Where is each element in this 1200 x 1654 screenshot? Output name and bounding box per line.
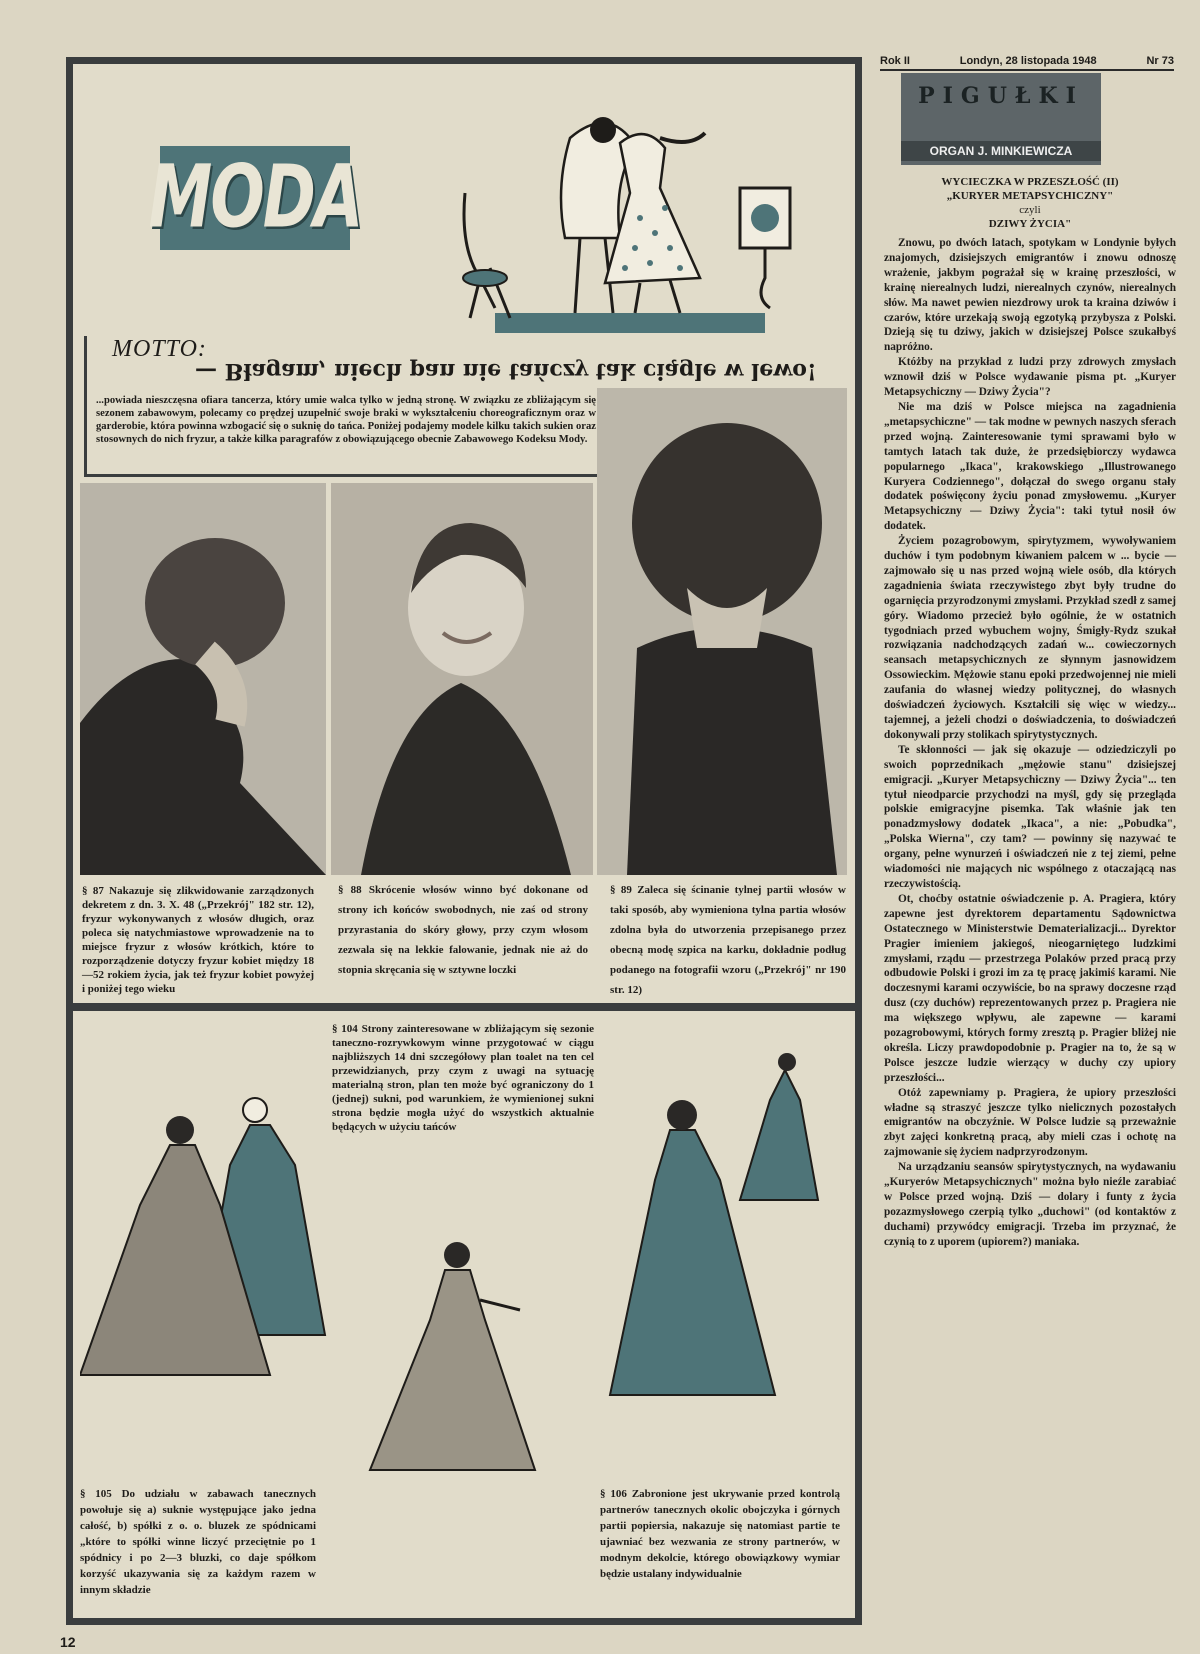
caption-87: § 87 Nakazuje się zlikwidowanie zarządzonych dekretem z dn. 3. X. 48 („Przekrój" 182 str. 12), fryzur wykonywanych z włosów długich, oraz poleca się natychmiastowe wprowadzenie na to miejsce fryzur z włosów krótkich, które to rozporządzenie dotyczy fryzur kobiet między 18—52 rokiem życia, jak też fryzur kobiet powyżej i poniżej tego wieku [82, 885, 314, 995]
article-paragraph: Znowu, po dwóch latach, spotykam w Londynie byłych znajomych, dzisiejszych emigrantów i znowu odnoszę wrażenie, jakbym pograżał się w krainę przeszłości, w krainę nierealnych ludzi, nierealnych czynów, nierealnych słów. Ma nawet pewien niezdrowy urok ta kraina dziwów i czarów, które urzekają swoją egzotyką przybysza z Polski. Dzieją się tu dziwy, jakich w dzisiejszej Polsce szukałbyś napróżno. [884, 237, 1176, 354]
gowns-illustration-center [360, 1230, 560, 1475]
hairstyle-photo-3 [597, 388, 847, 875]
paragraph-104: § 104 Strony zainteresowane w zbliżającym się sezonie taneczno-rozrywkowym winne przygotować w ciągu najbliższych 14 dni szczegółowy plan toalet na ten cel przewidzianych, przy czym z uwagi na sytuację materialną stron, plan ten może być ograniczony do 1 (jednej) sukni, pod warunkiem, że wymienionej sukni strona będzie mogła użyć do wszystkich aktualnie będących w użyciu tańców [332, 1023, 594, 1133]
motto-text: — Błagam, niech pan nie tańczy tak ciągle w lewo! [195, 358, 817, 384]
hairstyle-photo-2 [331, 483, 593, 875]
moda-logo [148, 146, 362, 250]
caption-88: § 88 Skrócenie włosów winno być dokonane od strony ich końców swobodnych, nie zaś od strony przyrastania do skóry głowy, przy czym włosom zezwala się na lekkie falowanie, jednak nie aż do stopnia skręcania się w sztywne loczki [338, 884, 588, 976]
pigulki-organ: ORGAN J. MINKIEWICZA [901, 141, 1101, 161]
pigulki-article [884, 236, 1176, 1250]
article-paragraph: Ot, choćby ostatnie oświadczenie p. A. Pragiera, który zapewne jest dyrektorem departamentu Sądownictwa Ostatecznego w Ministerstwie Dematerializacji... Dyrektor Pragier imieniem jakiegoś, nieogarniętego ludzkimi zmysłami, rządu — przestrzega Polaków przed pracą przy odbudowie Polski i grozi im za tę pracę jakimiś karami. Nie doczesnymi karami oczywiście, bo na sprawy doczesne rząd dusz (czy duchów) reprezentowanych przez p. Pragiera nie ma większego wpływu, ale zapewne — karami pozagrobowymi, których formy zresztą p. Pragier bliżej nie określa. Liczy prawdopodobnie p. Pragier na to, że są w Polsce jeszcze ludzie wierzący w duchy czy upiory przeszłości... [884, 892, 1176, 1084]
headline-line-1: WYCIECZKA W PRZESZŁOŚĆ (II) [941, 176, 1119, 188]
gowns-illustration-right [600, 1050, 845, 1400]
issue-header [880, 55, 1174, 71]
hairstyle-photo-1 [80, 483, 326, 875]
gowns-illustration-left [80, 1075, 330, 1385]
article-paragraph: Na urządzaniu seansów spirytystycznych, na wydawaniu „Kuryerów Metapsychicznych" można było nieźle zarabiać w Polsce przed wojną. Dziś — dolary i funty z życia pozazmysłowego czerpią tylko „duchowi" (od kontaktów z duchami) przywódcy emigracji. Trzeba im przyznać, że czynią to z uporem (upiorem?) maniaka. [884, 1161, 1176, 1248]
issue-year: Rok II [880, 55, 910, 67]
article-paragraph: Życiem pozagrobowym, spirytyzmem, wywoływaniem duchów i tym podobnym kiwaniem palcem w ... bycie — zajmowało się u nas przed wojną wiele osób, dla których zagadnienia świata rzeczywistego zbyt były trudne do ogarnięcia przyrodzonymi zmysłami. Przykład szedł z samej góry. Wiadomo przecież było ogólnie, że w ostatnich tygodniach przed wybuchem wojny, Śmigły-Rydz szukał rozwiązania nadchodzących zadań w... cowieczornych seansach metapsychicznych ze słynnym jasnowidzem Ossowieckim. Mężowie stanu epoki przedwojennej nie mieli zaufania do własnej wiedzy politycznej, do własnych doświadczeń życiowych. Kształcili się więc w wiedzy... tajemnej, a jeżeli chodzi o doświadczenia, to doświadczeń dokonywali przy stolikach spirytystycznych. [884, 535, 1176, 741]
caption-89: § 89 Zaleca się ścinanie tylnej partii włosów w taki sposób, aby wymieniona tylna partia włosów zdolna była do utworzenia przepisanego przez obecną modę szpica na karku, dokładnie podług podanego na fotografii wzoru („Przekrój" nr 190 str. 12) [610, 884, 846, 996]
headline-line-3: czyli [1019, 204, 1041, 216]
dancing-couple-illustration [455, 108, 815, 340]
issue-place-date: Londyn, 28 listopada 1948 [959, 55, 1097, 67]
motto-label: MOTTO: [112, 336, 207, 362]
article-paragraph: Nie ma dziś w Polsce miejsca na zagadnienia „metapsychiczne" — tak modne w pewnych naszych sferach przed wojną. Zainteresowanie tymi sprawami było w tamtych latach tak duże, że przedsiębiorczy wydawca popularnego „Ikaca", krakowskiego „Illustrowanego Kuryera Codziennego", dołączał do swego organu stały dodatek poświęcony życiu ponad zmysłowemu. „Kuryer Metapsychiczny — Dziwy Życia": taki tytuł nosił ów dodatek. [884, 400, 1176, 533]
paragraph-105: § 105 Do udziału w zabawach tanecznych powołuje się a) suknie występujące jako jedna całość, b) spółki z o. o. bluzek ze spódnicami „które to spółki winne liczyć przeciętnie po 1 spódnicy i po 2—3 bluzki, co daje spółkom korzyść ukazywania się za każdym razem w innym składzie [80, 1488, 316, 1596]
article-paragraph: Te skłonności — jak się okazuje — odziedziczyli po swoich poprzednikach „mężowie stanu" dzisiejszej emigracji. „Kuryer Metapsychiczny — Dziwy Życia"... ten tytuł nieodparcie przychodzi na myśl, gdy się przegląda polskie emigracyjne pisemka. Tak właśnie jak ten ponadzmysłowy dodatek „Ikaca", a nie: „Pobudka", „Polska Wierna", czy tam? — powinny się nazywać te organy, pełne wynurzeń i oświadczeń nie z tej ziemi, pełne wiadomości nie mających nic wspólnego z otaczającą nas rzeczywistością. [884, 743, 1176, 890]
pigulki-logo [901, 73, 1101, 165]
pigulki-title: PIGUŁKI [918, 83, 1084, 109]
pigulki-headline [880, 175, 1180, 231]
headline-line-2: „KURYER METAPSYCHICZNY" [946, 190, 1114, 202]
paragraph-106: § 106 Zabronione jest ukrywanie przed kontrolą partnerów tanecznych okolic obojczyka i górnych partii popiersia, nakazuje się natomiast partie te ujawniać bez wezwania ze strony partnerów, w modnym dekolcie, którego obowiązkowy wymiar będzie ustalany indywidualnie [600, 1488, 840, 1580]
moda-logo-text: MODA [148, 148, 362, 248]
issue-number: Nr 73 [1146, 55, 1174, 67]
article-paragraph: Któżby na przykład z ludzi przy zdrowych zmysłach wznowił dziś w Polsce wydawanie pisma pt. „Kuryer Metapsychiczny — Dziwy Życia"? [884, 356, 1176, 399]
headline-line-4: DZIWY ŻYCIA" [988, 218, 1072, 230]
intro-text: ...powiada nieszczęsna ofiara tancerza, który umie walca tylko w jedną stronę. W związku ze zbliżającym się sezonem zabawowym, polecamy co prędzej uzupełnić swoje braki w wykształceniu choreograficznym oraz w garderobie, która powinna wzbogacić się o suknię do tańca. Poniżej podajemy modele kilku takich sukien oraz stosownych do nich fryzur, a także kilka paragrafów z obowiązującego obecnie Zabawowego Kodeksu Mody. [96, 395, 596, 445]
article-paragraph: Otóż zapewniamy p. Pragiera, że upiory przeszłości władne są straszyć jeszcze tylko nielicznych pozostałych emigrantów na obczyźnie. W Polsce ludzie są przeważnie zbyt zajęci konkretną pracą, aby mieli czas i ochotę na zajmowanie się życiem nadprzyrodzonym. [884, 1086, 1176, 1159]
section-divider [66, 1003, 862, 1011]
page-number: 12 [60, 1634, 76, 1650]
